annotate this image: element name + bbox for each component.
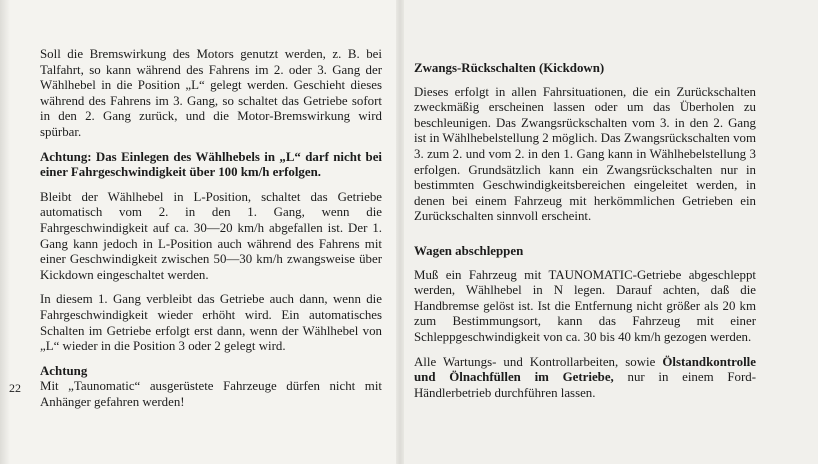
oil-check-emphasis: Ölstandkontrolle und Ölnachfüllen im Getriebe,: [414, 354, 756, 385]
trailer-warning-paragraph: Mit „Taunomatic“ ausgerüstete Fahrzeuge dürfen nicht mit Anhänger gefahren werden!: [40, 379, 382, 409]
engine-braking-paragraph: Soll die Bremswirkung des Motors genutzt werden, z. B. bei Talfahrt, so kann während des Fahrens im 2. oder 3. Gang der Wählhebel in die Position „L“ gelegt werden. Geschieht dieses während des Fahrens im 3. Gang, so schaltet das Getriebe sofort in den 2. Gang zurück, und die Motor-Bremswirkung wird spürbar.: [40, 47, 382, 139]
speed-warning-paragraph: Achtung: Das Einlegen des Wählhebels in „L“ darf nicht bei einer Fahrgeschwindigkeit über 100 km/h erfolgen.: [40, 149, 382, 180]
maintenance-text-start: Alle Wartungs- und Kontrollarbeiten, sowie: [414, 354, 663, 369]
kickdown-heading: Zwangs-Rückschalten (Kickdown): [414, 61, 605, 75]
towing-paragraph: Muß ein Fahrzeug mit TAUNOMATIC-Getriebe abgeschleppt werden, Wählhebel in N legen. Darauf achten, daß die Handbremse gelöst ist. Ist die Entfernung nicht größer als 20 km zum Bestimmungsort, kann das Fahrzeug mit einer Schleppgeschwindigkeit von ca. 30 bis 40 km/h gezogen werden.: [414, 267, 756, 344]
maintenance-text-end: nur in einem Ford-Händlerbetrieb durchführen lassen.: [414, 370, 756, 400]
note-title: Achtung: [40, 363, 88, 378]
page-gutter: [396, 0, 404, 464]
l-position-paragraph: Bleibt der Wählhebel in L-Position, schaltet das Getriebe automatisch vom 2. in den 1. Gang, wenn die Fahrgeschwindigkeit auf ca. 30—20 km/h abgefallen ist. Der 1. Gang kann jedoch in L-Position auch während des Fahrens mit einer Geschwindigkeit zwischen 50—30 km/h zwangsweise über Kickdown eingeschaltet werden.: [40, 189, 382, 282]
left-column: [40, 47, 382, 419]
maintenance-paragraph: [414, 355, 756, 402]
first-gear-paragraph: In diesem 1. Gang verbleibt das Getriebe auch dann, wenn die Fahrgeschwindigkeit wieder erhöht wird. Ein automatisches Schalten im Getriebe erfolgt erst dann, wenn der Wählhebel von „L“ wieder in die Position 3 oder 2 gelegt wird.: [40, 292, 382, 354]
kickdown-paragraph: Dieses erfolgt in allen Fahrsituationen, die ein Zurückschalten zweckmäßig erscheinen lassen oder um das Überholen zu beschleunigen. Das Zwangsrückschalten vom 3. in den 2. Gang ist in Wählhebelstellung 2 möglich. Das Zwangsrückschalten vom 3. zum 2. und vom 2. in den 1. Gang kann in Wählhebelstellung 3 erfolgen. Grundsätzlich kann ein Zwangsrückschalten nur in bestimmten Geschwindigkeitsbereichen eingeleitet werden, in denen bei einem Fahrzeug mit herkömmlichen Getrieben ein Zurückschalten sinnvoll erscheint.: [414, 84, 757, 224]
right-column: [414, 61, 756, 410]
towing-heading: Wagen abschleppen: [414, 243, 524, 258]
page-number: 22: [9, 381, 21, 395]
